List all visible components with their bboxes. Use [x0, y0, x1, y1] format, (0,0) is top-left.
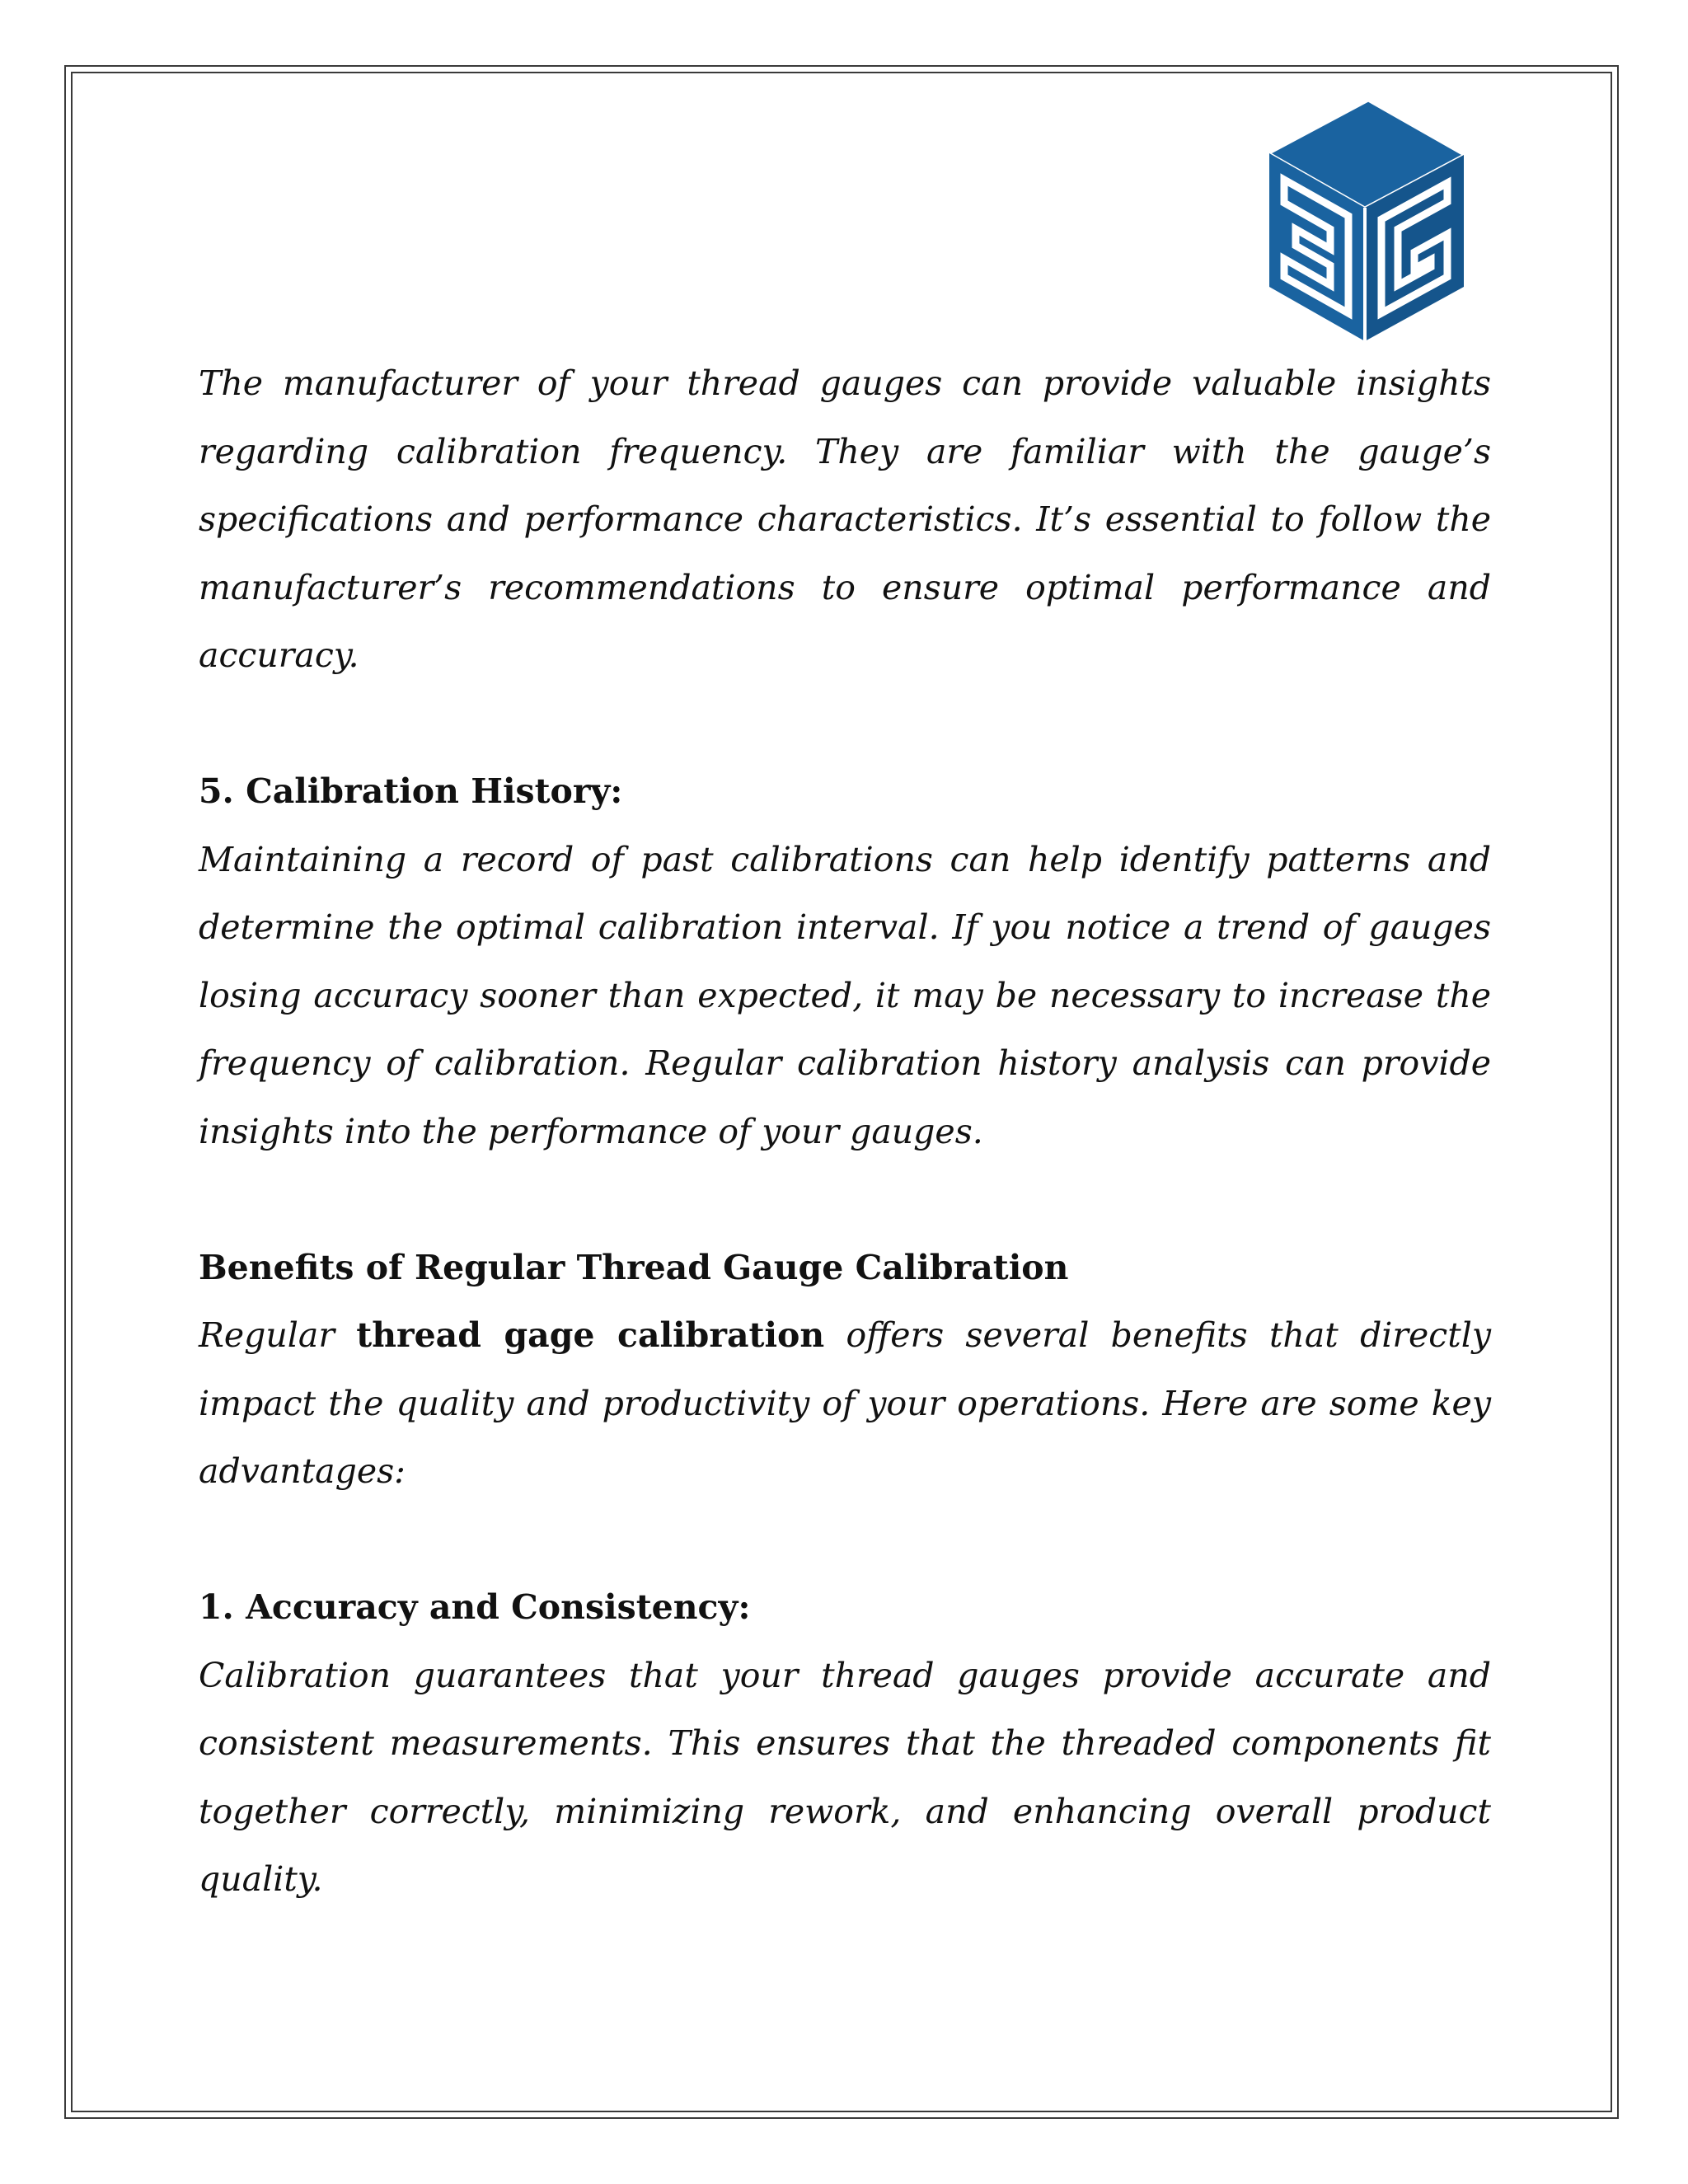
spacer — [199, 1506, 1491, 1574]
keyword-thread-gage-calibration: thread gage calibration — [356, 1315, 825, 1355]
paragraph-manufacturer: The manufacturer of your thread gauges can provide valuable insights regarding calibration frequency. They are familiar with the gauge’s specifications and performance characteristics. It’s essential to follow the manufacturer’s recommendations to ensure optimal performance and accuracy. — [199, 363, 1491, 675]
section-heading-benefits: Benefits of Regular Thread Gauge Calibration — [199, 1247, 1069, 1287]
spacer — [199, 1165, 1491, 1234]
document-body — [199, 349, 1491, 1914]
paragraph-accuracy-consistency: Calibration guarantees that your thread gauges provide accurate and consistent measurements. This ensures that the threaded components fit together correctly, minimizing rework, and enhancing overall product quality. — [199, 1655, 1491, 1899]
section-heading-calibration-history: 5. Calibration History: — [199, 771, 623, 811]
paragraph-calibration-history: Maintaining a record of past calibrations can help identify patterns and determine the optimal calibration interval. If you notice a trend of gauges losing accuracy sooner than expected, it may be necessary to increase the frequency of calibration. Regular calibration history analysis can provide insights into the performance of your gauges. — [199, 839, 1491, 1151]
benefits-intro-rest: offers several benefits that directly impact the quality and productivity of your operations. Here are some key advantages: — [199, 1315, 1491, 1491]
benefits-intro-lead: Regular — [199, 1315, 357, 1355]
spacer — [199, 690, 1491, 758]
3g-cube-logo-icon — [1259, 97, 1472, 343]
section-heading-accuracy-consistency: 1. Accuracy and Consistency: — [199, 1587, 751, 1627]
paragraph-benefits-intro — [199, 1301, 1491, 1506]
